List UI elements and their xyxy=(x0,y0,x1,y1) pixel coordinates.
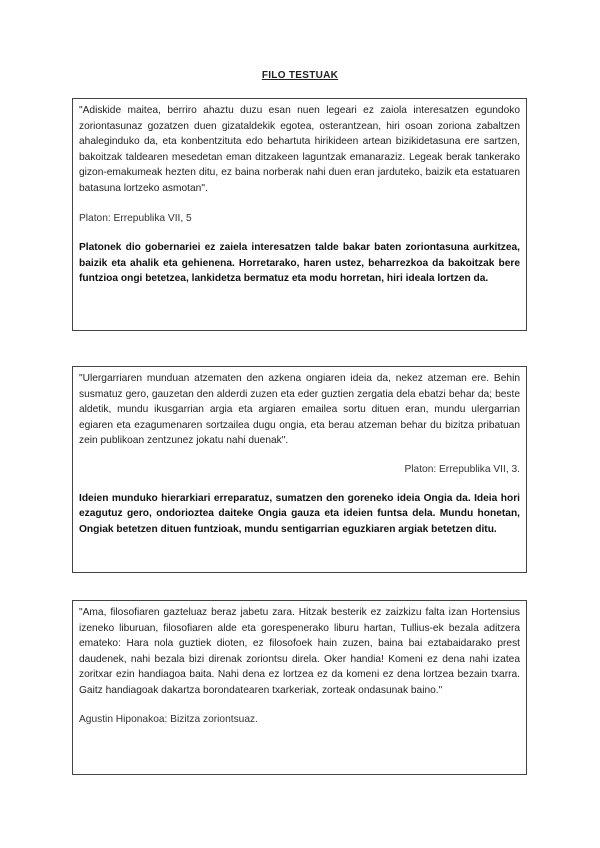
quote-source: Agustin Hiponakoa: Bizitza zoriontsuaz. xyxy=(79,713,258,725)
quote-source: Platon: Errepublika VII, 5 xyxy=(79,212,192,224)
quote-text: "Adiskide maitea, berriro ahaztu duzu esan nuen legeari ez zaiola interesatzen egundoko zoriontasunaz gozatzen duen gizataldekik egotea, osterantzean, hiri osoan zoriona zabaltzen ahaleginduko da, eta konbentzituta edo behartuta hirikideen artean bizikidetasuna ere sartzen, bakoitzak taldearen mesedetan eman ditzakeen laguntzak emanaraziz. Legeak berak tankerako gizon-emakumeak hezten ditu, ez baina norberak nahi duen eran jarduteko, baizik eta estatuaren batasuna lortzeko asmotan". xyxy=(79,105,520,194)
text-box-2 xyxy=(72,366,527,573)
text-box-3 xyxy=(72,600,527,775)
page-title: FILO TESTUAK xyxy=(261,70,339,81)
quote-text: "Ama, filosofiaren gazteluaz beraz jabetu zara. Hitzak besterik ez zaizkizu falta izan Hortensius izeneko liburuan, filosofiaren alde eta gorespenerako liburu hartan, Tullius-ek bezala aditzera emateko: Hara nola guztiek dioten, ez filosofoek hain zuzen, baina bai eztabaidarako prest daudenek, nahi bezala bizi direnak zoriontsu direla. Oker handia! Komeni ez dena nahi izatea zoritxar ezin handiagoa baita. Nahi dena ez lortzea ez da komeni ez dena lortzea bezain txarra. Gaitz handiagoak dakartza borondatearen txarkeriak, zorteak ondasunak baino." xyxy=(79,607,520,696)
summary-text: Platonek dio gobernariei ez zaiela interesatzen talde bakar baten zoriontasuna aurkitzea, baizik eta ahalik eta gehienena. Horretarako, haren ustez, beharrezkoa da bakoitzak bere funtzioa ongi betetzea, lankidetza bermatuz eta modu horretan, hiri ideala lortzen da. xyxy=(79,242,520,285)
summary-text: Ideien munduko hierarkiari erreparatuz, sumatzen den goreneko ideia Ongia da. Ideia hori ezagutuz gero, ondorioztea daiteke Ongia gauza eta ideien funtsa dela. Mundu honetan, Ongiak betetzen dituen funtzioak, mundu sentigarrian eguzkiaren argiak betetzen ditu. xyxy=(79,492,520,535)
text-box-1 xyxy=(72,98,527,331)
quote-source: Platon: Errepublika VII, 3. xyxy=(404,463,520,475)
quote-text: "Ulergarriaren munduan atzematen den azkena ongiaren ideia da, nekez atzeman ere. Behin susmatuz gero, gauzetan den alderdi zuzen eta eder guztien zergatia dela ebatzi behar da; beste aldetik, mundu ikusgarrian argia eta argiaren emailea sortu dituen eran, mundu ulergarrian egiaren eta ezagumenaren sortzailea dugu ongia, eta berau atzeman behar du bizitza pribatuan zein publikoan zentzunez jokatu nahi duenak". xyxy=(79,373,520,447)
